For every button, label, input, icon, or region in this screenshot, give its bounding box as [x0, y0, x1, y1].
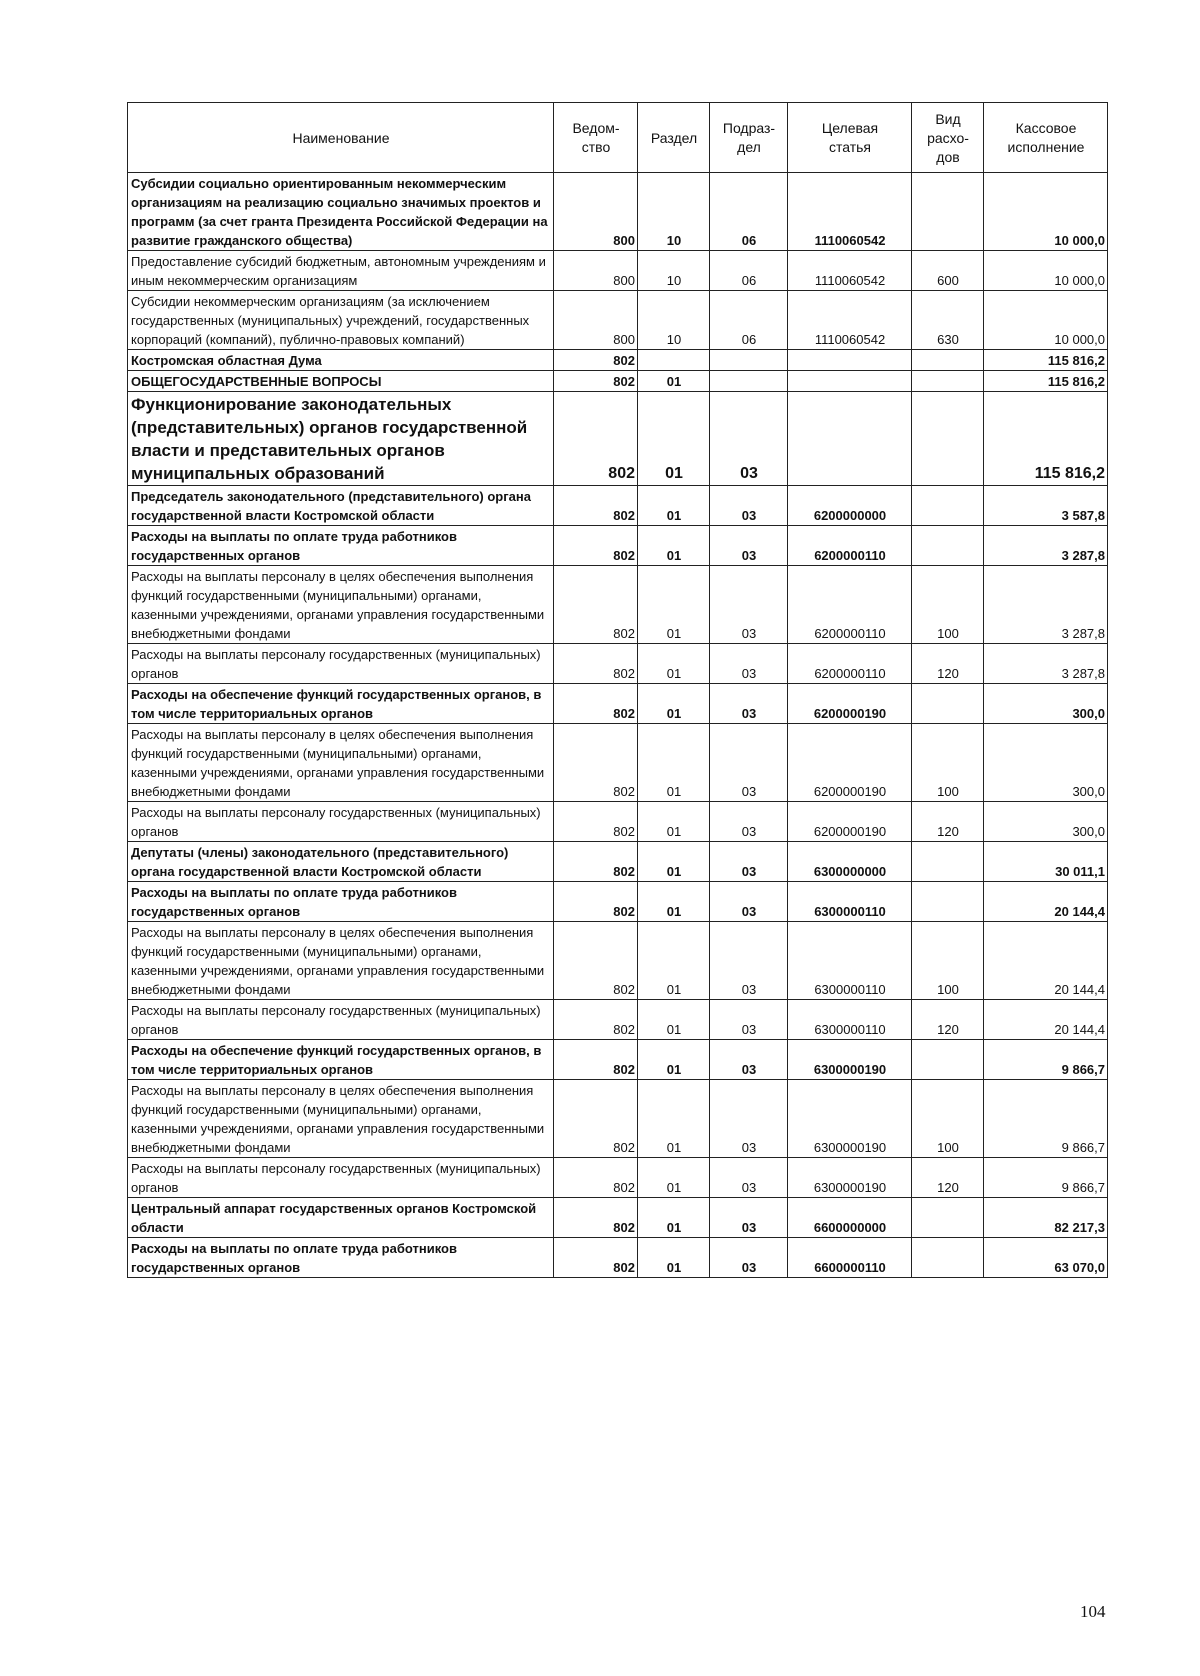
cell-statya: 6200000190	[788, 684, 912, 724]
cell-name: Расходы на выплаты по оплате труда работников государственных органов	[128, 882, 554, 922]
cell-vid	[912, 882, 984, 922]
header-statya: Целевая статья	[788, 103, 912, 173]
cell-podrazdel: 03	[710, 644, 788, 684]
cell-statya: 6300000190	[788, 1080, 912, 1158]
cell-statya: 6200000190	[788, 802, 912, 842]
cell-vedomstvo: 802	[554, 526, 638, 566]
cell-razdel	[638, 350, 710, 371]
table-row	[128, 526, 1108, 566]
cell-vid: 100	[912, 922, 984, 1000]
cell-podrazdel: 03	[710, 802, 788, 842]
cell-razdel: 01	[638, 1040, 710, 1080]
cell-amount: 3 587,8	[984, 486, 1108, 526]
cell-podrazdel: 06	[710, 173, 788, 251]
cell-podrazdel	[710, 371, 788, 392]
cell-razdel: 10	[638, 173, 710, 251]
cell-name: Расходы на выплаты персоналу государственных (муниципальных) органов	[128, 1000, 554, 1040]
cell-name: Расходы на выплаты персоналу в целях обеспечения выполнения функций государственными (муниципальными) органами, казенными учреждениями, органами управления государственными внебюджетными фондами	[128, 724, 554, 802]
cell-razdel: 01	[638, 526, 710, 566]
table-row	[128, 350, 1108, 371]
cell-razdel: 01	[638, 1158, 710, 1198]
cell-amount: 115 816,2	[984, 392, 1108, 486]
cell-statya: 6300000110	[788, 1000, 912, 1040]
cell-podrazdel: 03	[710, 1198, 788, 1238]
cell-amount: 10 000,0	[984, 291, 1108, 350]
cell-podrazdel: 03	[710, 1238, 788, 1278]
cell-podrazdel: 03	[710, 566, 788, 644]
cell-vid	[912, 392, 984, 486]
cell-name: Расходы на выплаты по оплате труда работников государственных органов	[128, 1238, 554, 1278]
cell-razdel: 01	[638, 1198, 710, 1238]
header-razdel: Раздел	[638, 103, 710, 173]
cell-razdel: 01	[638, 1080, 710, 1158]
cell-amount: 82 217,3	[984, 1198, 1108, 1238]
cell-razdel: 01	[638, 1000, 710, 1040]
cell-name: Расходы на выплаты персоналу государственных (муниципальных) органов	[128, 644, 554, 684]
cell-statya	[788, 371, 912, 392]
cell-amount: 9 866,7	[984, 1080, 1108, 1158]
cell-vid: 630	[912, 291, 984, 350]
cell-razdel: 01	[638, 802, 710, 842]
cell-name: Центральный аппарат государственных органов Костромской области	[128, 1198, 554, 1238]
cell-razdel: 01	[638, 842, 710, 882]
cell-amount: 300,0	[984, 684, 1108, 724]
table-row	[128, 1158, 1108, 1198]
table-row	[128, 392, 1108, 486]
cell-amount: 30 011,1	[984, 842, 1108, 882]
cell-vedomstvo: 800	[554, 291, 638, 350]
cell-name: Депутаты (члены) законодательного (представительного) органа государственной власти Костромской области	[128, 842, 554, 882]
cell-amount: 20 144,4	[984, 1000, 1108, 1040]
cell-name: Расходы на выплаты персоналу государственных (муниципальных) органов	[128, 1158, 554, 1198]
cell-vedomstvo: 802	[554, 371, 638, 392]
cell-razdel: 01	[638, 724, 710, 802]
table-row	[128, 882, 1108, 922]
cell-amount: 20 144,4	[984, 882, 1108, 922]
cell-amount: 9 866,7	[984, 1040, 1108, 1080]
cell-vid	[912, 526, 984, 566]
table-row	[128, 1000, 1108, 1040]
cell-vid	[912, 1040, 984, 1080]
cell-vedomstvo: 802	[554, 1238, 638, 1278]
header-amount: Кассовое исполнение	[984, 103, 1108, 173]
cell-vedomstvo: 802	[554, 922, 638, 1000]
table-row	[128, 486, 1108, 526]
cell-statya: 6300000190	[788, 1158, 912, 1198]
cell-vedomstvo: 800	[554, 173, 638, 251]
table-row	[128, 566, 1108, 644]
cell-statya: 6300000000	[788, 842, 912, 882]
budget-table	[127, 102, 1108, 1278]
cell-statya: 6200000110	[788, 526, 912, 566]
cell-vedomstvo: 802	[554, 1158, 638, 1198]
cell-name: Расходы на выплаты персоналу в целях обеспечения выполнения функций государственными (муниципальными) органами, казенными учреждениями, органами управления государственными внебюджетными фондами	[128, 1080, 554, 1158]
cell-statya	[788, 350, 912, 371]
cell-name: Расходы на выплаты по оплате труда работников государственных органов	[128, 526, 554, 566]
cell-podrazdel: 06	[710, 251, 788, 291]
cell-razdel: 01	[638, 486, 710, 526]
cell-name: Предоставление субсидий бюджетным, автономным учреждениям и иным некоммерческим организациям	[128, 251, 554, 291]
cell-razdel: 01	[638, 684, 710, 724]
cell-statya: 6200000110	[788, 566, 912, 644]
cell-amount: 115 816,2	[984, 371, 1108, 392]
cell-statya: 6600000000	[788, 1198, 912, 1238]
cell-statya: 1110060542	[788, 173, 912, 251]
cell-statya: 1110060542	[788, 251, 912, 291]
cell-vid	[912, 684, 984, 724]
table-row	[128, 684, 1108, 724]
cell-podrazdel: 03	[710, 526, 788, 566]
table-row	[128, 291, 1108, 350]
cell-razdel: 10	[638, 291, 710, 350]
header-vid: Вид расхо- дов	[912, 103, 984, 173]
cell-statya	[788, 392, 912, 486]
cell-statya: 6200000190	[788, 724, 912, 802]
cell-vedomstvo: 802	[554, 1040, 638, 1080]
cell-amount: 300,0	[984, 724, 1108, 802]
table-row	[128, 371, 1108, 392]
cell-amount: 20 144,4	[984, 922, 1108, 1000]
cell-amount: 63 070,0	[984, 1238, 1108, 1278]
cell-vid: 120	[912, 644, 984, 684]
table-row	[128, 1040, 1108, 1080]
cell-statya: 6600000110	[788, 1238, 912, 1278]
cell-podrazdel: 03	[710, 882, 788, 922]
cell-vid: 600	[912, 251, 984, 291]
table-row	[128, 1080, 1108, 1158]
table-row	[128, 1198, 1108, 1238]
cell-vid	[912, 1238, 984, 1278]
cell-razdel: 01	[638, 644, 710, 684]
cell-vid	[912, 842, 984, 882]
cell-name: Костромская областная Дума	[128, 350, 554, 371]
cell-podrazdel: 03	[710, 1158, 788, 1198]
cell-vedomstvo: 800	[554, 251, 638, 291]
cell-podrazdel: 03	[710, 842, 788, 882]
cell-amount: 115 816,2	[984, 350, 1108, 371]
cell-vid: 100	[912, 1080, 984, 1158]
cell-razdel: 01	[638, 922, 710, 1000]
cell-statya: 6200000000	[788, 486, 912, 526]
cell-amount: 300,0	[984, 802, 1108, 842]
cell-vid	[912, 173, 984, 251]
cell-podrazdel: 03	[710, 724, 788, 802]
cell-podrazdel: 06	[710, 291, 788, 350]
cell-vid: 120	[912, 802, 984, 842]
cell-statya: 6300000110	[788, 882, 912, 922]
cell-vedomstvo: 802	[554, 350, 638, 371]
cell-name: Функционирование законодательных (представительных) органов государственной власти и представительных органов муниципальных образований	[128, 392, 554, 486]
cell-podrazdel: 03	[710, 922, 788, 1000]
cell-vid: 100	[912, 724, 984, 802]
table-row	[128, 922, 1108, 1000]
cell-razdel: 01	[638, 882, 710, 922]
cell-amount: 10 000,0	[984, 251, 1108, 291]
cell-vedomstvo: 802	[554, 842, 638, 882]
cell-vedomstvo: 802	[554, 644, 638, 684]
cell-vedomstvo: 802	[554, 1198, 638, 1238]
cell-amount: 3 287,8	[984, 644, 1108, 684]
cell-name: ОБЩЕГОСУДАРСТВЕННЫЕ ВОПРОСЫ	[128, 371, 554, 392]
cell-vedomstvo: 802	[554, 802, 638, 842]
cell-vid	[912, 350, 984, 371]
cell-amount: 3 287,8	[984, 566, 1108, 644]
cell-vid	[912, 1198, 984, 1238]
cell-name: Расходы на обеспечение функций государственных органов, в том числе территориальных органов	[128, 1040, 554, 1080]
cell-podrazdel: 03	[710, 486, 788, 526]
cell-vid: 120	[912, 1000, 984, 1040]
cell-statya: 6300000190	[788, 1040, 912, 1080]
table-row	[128, 724, 1108, 802]
cell-statya: 1110060542	[788, 291, 912, 350]
cell-vid: 100	[912, 566, 984, 644]
cell-amount: 10 000,0	[984, 173, 1108, 251]
cell-vid: 120	[912, 1158, 984, 1198]
cell-vid	[912, 486, 984, 526]
cell-razdel: 01	[638, 566, 710, 644]
table-row	[128, 251, 1108, 291]
cell-vedomstvo: 802	[554, 1080, 638, 1158]
cell-vedomstvo: 802	[554, 882, 638, 922]
cell-name: Расходы на выплаты персоналу в целях обеспечения выполнения функций государственными (муниципальными) органами, казенными учреждениями, органами управления государственными внебюджетными фондами	[128, 566, 554, 644]
cell-name: Субсидии социально ориентированным некоммерческим организациям на реализацию социально значимых проектов и программ (за счет гранта Президента Российской Федерации на развитие гражданского общества)	[128, 173, 554, 251]
cell-razdel: 10	[638, 251, 710, 291]
cell-vedomstvo: 802	[554, 684, 638, 724]
table-row	[128, 644, 1108, 684]
cell-podrazdel: 03	[710, 392, 788, 486]
cell-statya: 6200000110	[788, 644, 912, 684]
cell-vedomstvo: 802	[554, 724, 638, 802]
cell-vedomstvo: 802	[554, 392, 638, 486]
page-number: 104	[1080, 1602, 1106, 1621]
cell-statya: 6300000110	[788, 922, 912, 1000]
header-vedomstvo: Ведом- ство	[554, 103, 638, 173]
cell-podrazdel: 03	[710, 1040, 788, 1080]
header-row	[128, 103, 1108, 173]
cell-name: Расходы на обеспечение функций государственных органов, в том числе территориальных органов	[128, 684, 554, 724]
cell-razdel: 01	[638, 1238, 710, 1278]
cell-name: Субсидии некоммерческим организациям (за исключением государственных (муниципальных) учреждений, государственных корпораций (компаний), публично-правовых компаний)	[128, 291, 554, 350]
cell-name: Председатель законодательного (представительного) органа государственной власти Костромской области	[128, 486, 554, 526]
cell-amount: 3 287,8	[984, 526, 1108, 566]
header-podrazdel: Подраз- дел	[710, 103, 788, 173]
table-row	[128, 173, 1108, 251]
cell-podrazdel: 03	[710, 1000, 788, 1040]
cell-vedomstvo: 802	[554, 486, 638, 526]
cell-podrazdel	[710, 350, 788, 371]
table-body	[128, 173, 1108, 1278]
cell-vid	[912, 371, 984, 392]
table-row	[128, 842, 1108, 882]
cell-name: Расходы на выплаты персоналу в целях обеспечения выполнения функций государственными (муниципальными) органами, казенными учреждениями, органами управления государственными внебюджетными фондами	[128, 922, 554, 1000]
cell-vedomstvo: 802	[554, 1000, 638, 1040]
table-row	[128, 1238, 1108, 1278]
header-name: Наименование	[128, 103, 554, 173]
cell-amount: 9 866,7	[984, 1158, 1108, 1198]
cell-vedomstvo: 802	[554, 566, 638, 644]
table-row	[128, 802, 1108, 842]
cell-razdel: 01	[638, 392, 710, 486]
cell-podrazdel: 03	[710, 1080, 788, 1158]
cell-razdel: 01	[638, 371, 710, 392]
cell-name: Расходы на выплаты персоналу государственных (муниципальных) органов	[128, 802, 554, 842]
cell-podrazdel: 03	[710, 684, 788, 724]
